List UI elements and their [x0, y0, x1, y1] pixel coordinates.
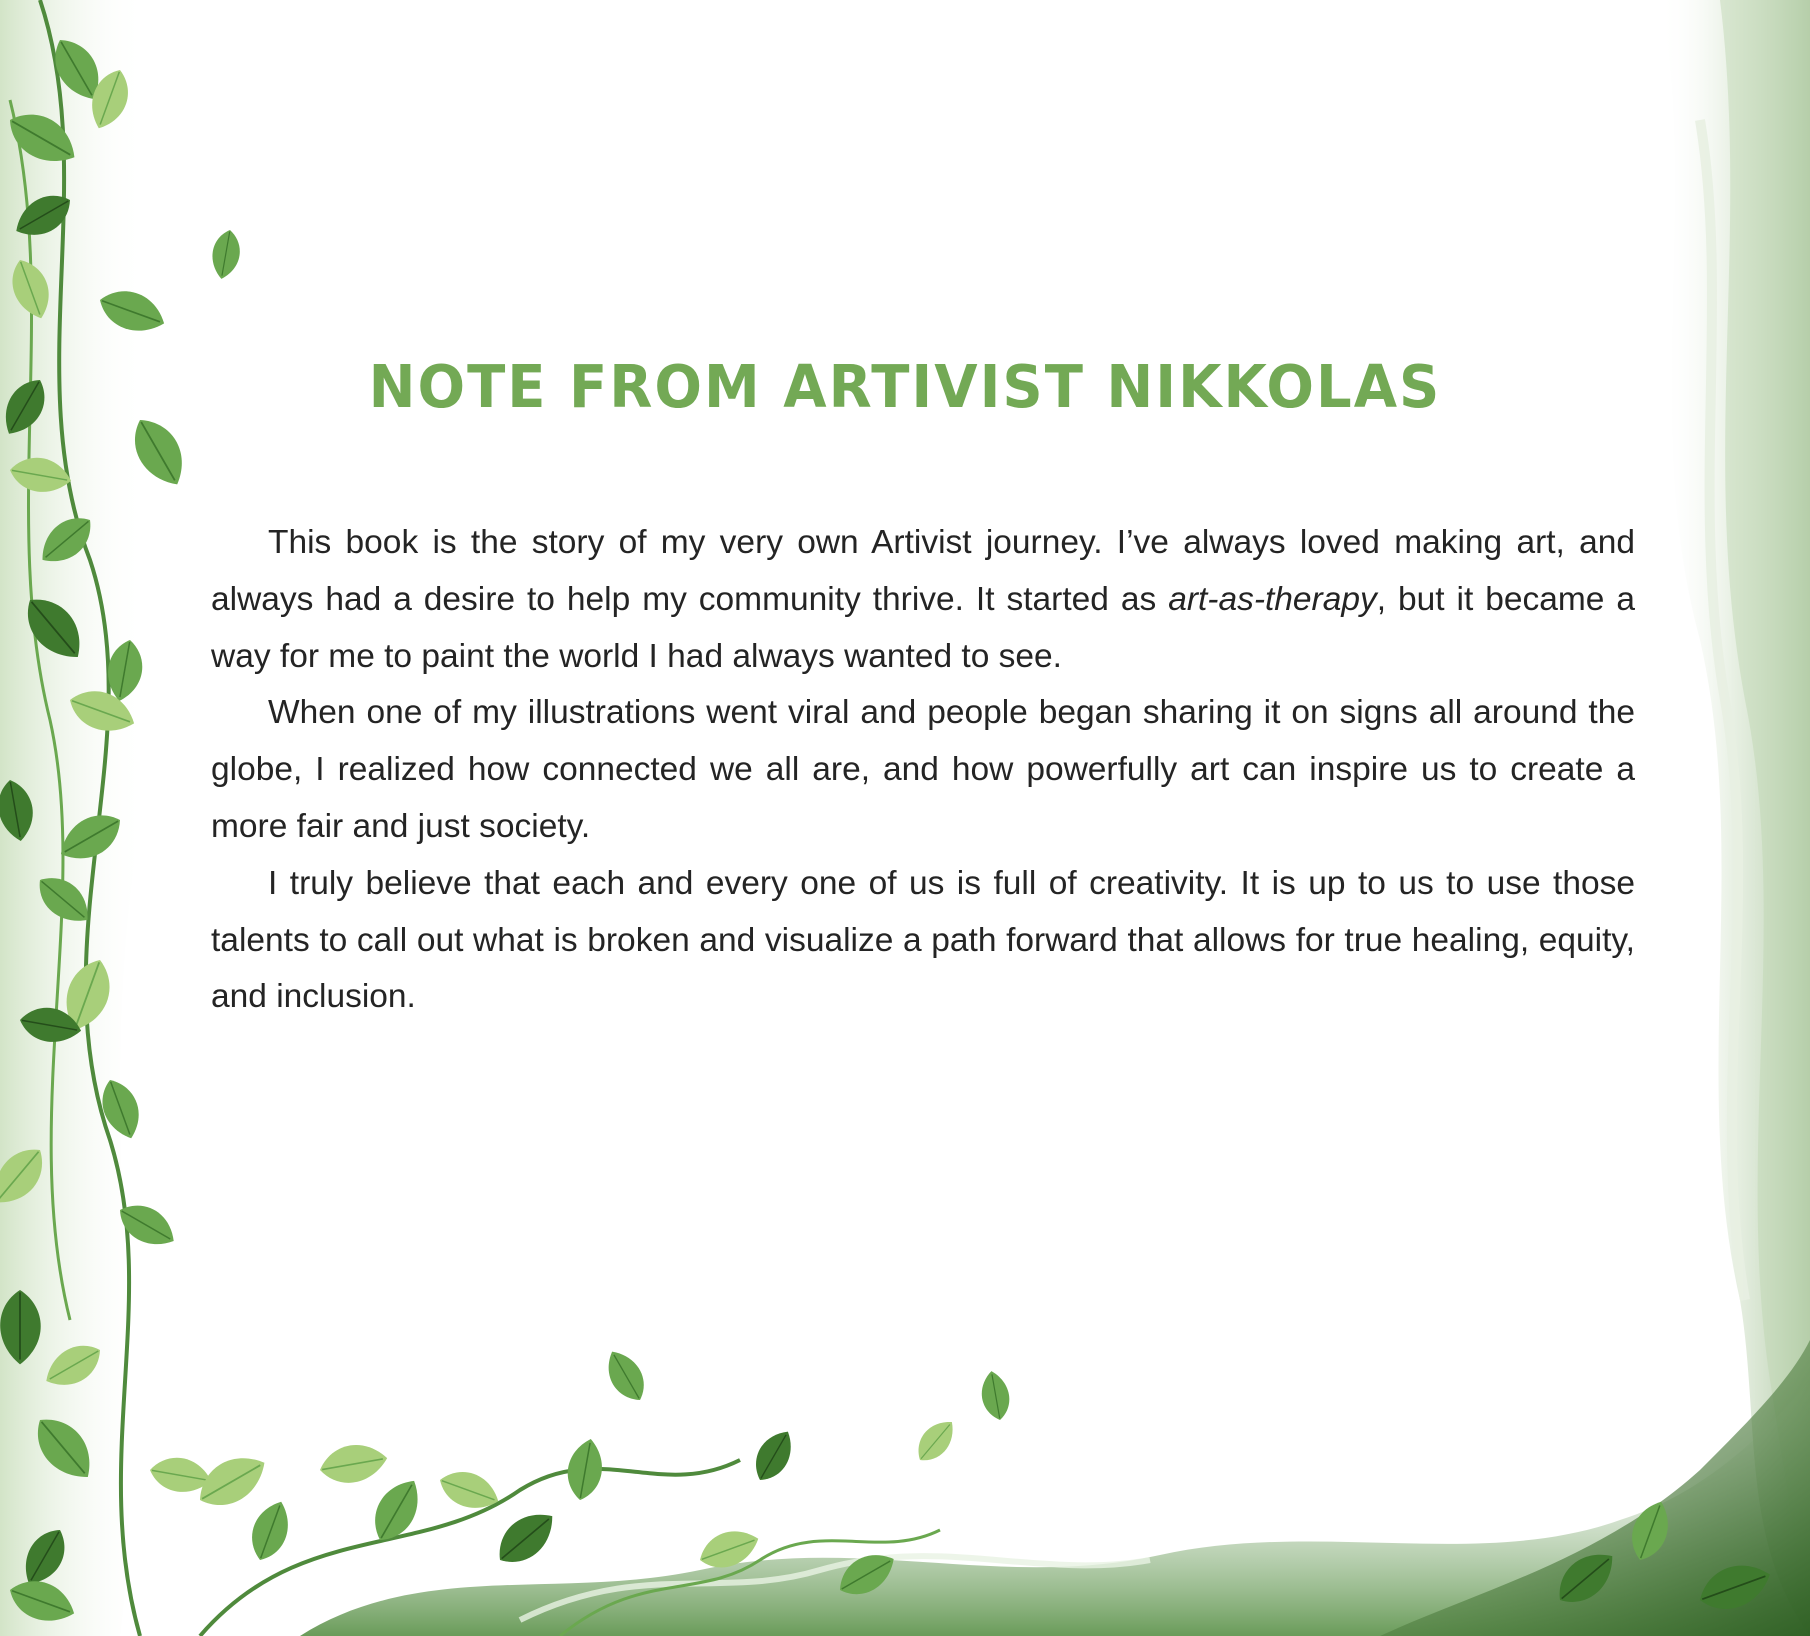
paragraph-1: [211, 515, 1635, 685]
paragraph-1-start: This book is the story of my very own Artivist journey. I’ve always loved making art, and always had a desire to help my community thrive. It started as: [211, 524, 1635, 618]
note-body: [211, 515, 1635, 1026]
paragraph-2: When one of my illustrations went viral and people began sharing it on signs all around the globe, I realized how connected we all are, and how powerfully art can inspire us to create a more fair and just society.: [211, 694, 1635, 845]
paragraph-1-end: , but it became a way for me to paint the world I had always wanted to see.: [211, 580, 1636, 675]
page-title: NOTE FROM ARTIVIST NIKKOLAS: [368, 353, 1442, 422]
paragraph-3: I truly believe that each and every one of us is full of creativity. It is up to us to use those talents to call out what is broken and visualize a path forward that allows for true healing, equity, and inclusion.: [211, 864, 1635, 1016]
paragraph-1-emphasis: art-as-therapy: [1168, 580, 1377, 618]
